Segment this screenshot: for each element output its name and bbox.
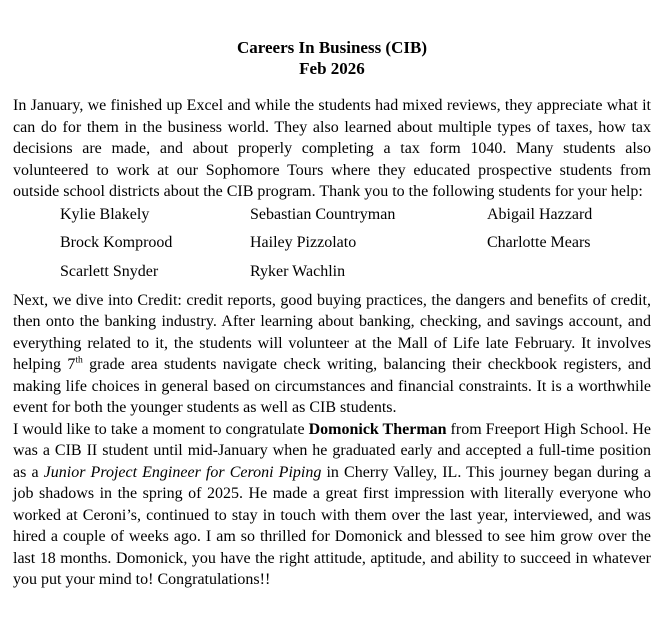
- student-names-row-2: [60, 232, 651, 261]
- student-name: Hailey Pizzolato: [250, 234, 357, 252]
- document-title: [13, 37, 651, 79]
- student-names-row-1: [60, 204, 651, 233]
- credit-unit-paragraph: Next, we dive into Credit: credit reports, good buying practices, the dangers and benefits of credit, then onto the banking industry. After learning about banking, checking, and savings account, and everything related to it, the students will volunteer at the Mall of Life late February. It involves helping 7th grade area students navigate check writing, balancing their checkbook registers, and making life choices in general based on circumstances and financial constraints. It is a worthwhile event for both the younger students as well as CIB students.: [13, 291, 652, 417]
- student-name: Brock Komprood: [60, 234, 173, 252]
- student-name: Scarlett Snyder: [60, 262, 159, 280]
- student-name: Abigail Hazzard: [487, 205, 593, 223]
- student-name: Ryker Wachlin: [250, 262, 346, 280]
- document-title-line2: Feb 2026: [299, 59, 365, 78]
- student-name: Sebastian Countryman: [250, 205, 396, 223]
- student-name: Kylie Blakely: [60, 205, 150, 223]
- document-title-line1: Careers In Business (CIB): [236, 38, 427, 57]
- student-names-row-3: [60, 261, 651, 290]
- student-names-list: [60, 204, 651, 290]
- student-name: Charlotte Mears: [487, 234, 591, 252]
- intro-paragraph: In January, we finished up Excel and while the students had mixed reviews, they appreciate what it can do for them in the business world. They also learned about multiple types of taxes, how tax decisions are made, and about properly completing a tax form 1040. Many students also volunteered to work at our Sophomore Tours where they educated prospective students from outside school districts about the CIB program. Thank you to the following students for your help:: [13, 97, 651, 200]
- congratulations-paragraph: I would like to take a moment to congratulate Domonick Therman from Freeport High School. He was a CIB II student until mid-January when he graduated early and accepted a full-time position as a Junior Project Engineer for Ceroni Piping in Cherry Valley, IL. This journey began during a job shadows in the spring of 2025. He made a great first impression with literally everyone who worked at Ceroni’s, continued to stay in touch with them over the last year, interviewed, and was hired a couple of weeks ago. I am so thrilled for Domonick and blessed to see him grow over the last 18 months. Domonick, you have the right attitude, aptitude, and ability to succeed in whatever you put your mind to! Congratulations!!: [13, 420, 652, 589]
